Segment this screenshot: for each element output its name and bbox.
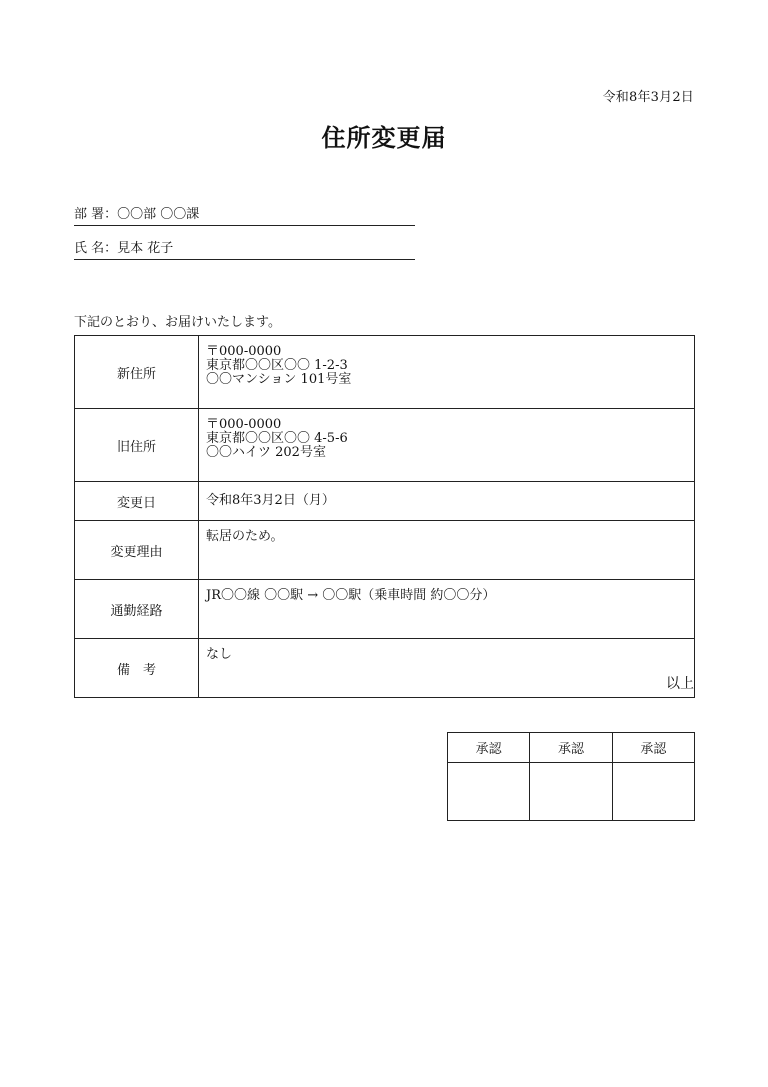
table-row-new-address	[75, 336, 695, 409]
department-field	[74, 203, 415, 226]
old-address-value	[199, 409, 695, 482]
commute-value: JR〇〇線 〇〇駅 → 〇〇駅（乗車時間 約〇〇分）	[199, 580, 695, 639]
table-row-change-date	[75, 482, 695, 521]
change-date-value: 令和8年3月2日（月）	[199, 482, 695, 521]
new-address-building: 〇〇マンション 101号室	[206, 372, 352, 387]
new-address-street: 東京都〇〇区〇〇 1-2-3	[206, 358, 348, 373]
approval-stamp-table	[447, 732, 695, 821]
approval-header-row	[448, 733, 695, 763]
approval-stamp-box-1[interactable]	[448, 763, 530, 821]
department-label: 部 署：	[74, 207, 118, 222]
new-address-label: 新住所	[75, 336, 199, 409]
approval-header-1: 承認	[448, 733, 530, 763]
details-table	[74, 335, 695, 698]
table-row-remarks	[75, 639, 695, 698]
reason-label: 変更理由	[75, 521, 199, 580]
old-address-street: 東京都〇〇区〇〇 4-5-6	[206, 431, 348, 446]
closing-text: 以上	[666, 676, 694, 692]
approval-stamp-row	[448, 763, 695, 821]
commute-label: 通勤経路	[75, 580, 199, 639]
name-label: 氏 名：	[74, 241, 118, 256]
intro-text: 下記のとおり、お届けいたします。	[74, 315, 281, 330]
old-address-label: 旧住所	[75, 409, 199, 482]
submission-date: 令和8年3月2日	[602, 90, 694, 105]
approval-header-2: 承認	[530, 733, 612, 763]
approval-stamp-box-3[interactable]	[612, 763, 694, 821]
name-field	[74, 237, 415, 260]
table-row-reason	[75, 521, 695, 580]
remarks-label: 備 考	[75, 639, 199, 698]
new-address-value	[199, 336, 695, 409]
table-row-old-address	[75, 409, 695, 482]
name-value: 見本 花子	[117, 241, 174, 256]
reason-value: 転居のため。	[199, 521, 695, 580]
change-date-label: 変更日	[75, 482, 199, 521]
department-value: 〇〇部 〇〇課	[117, 207, 200, 222]
approval-stamp-box-2[interactable]	[530, 763, 612, 821]
old-address-postal: 〒000-0000	[206, 417, 282, 432]
new-address-postal: 〒000-0000	[206, 344, 282, 359]
table-row-commute	[75, 580, 695, 639]
remarks-value: なし	[199, 639, 695, 698]
old-address-building: 〇〇ハイツ 202号室	[206, 445, 326, 460]
document-title: 住所変更届	[321, 123, 447, 152]
approval-header-3: 承認	[612, 733, 694, 763]
